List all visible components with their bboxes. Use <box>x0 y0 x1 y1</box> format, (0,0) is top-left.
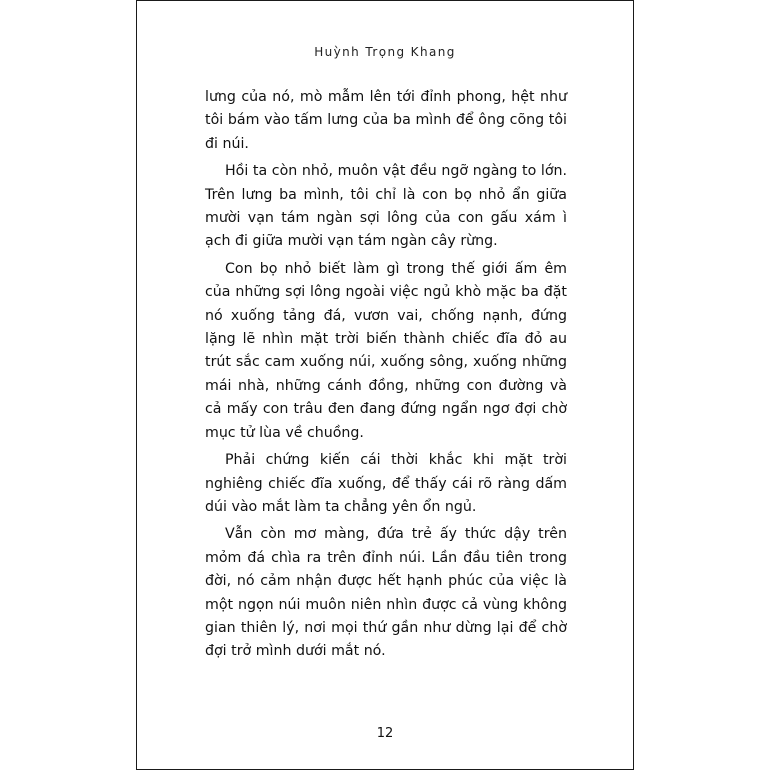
paragraph-2: Hồi ta còn nhỏ, muôn vật đều ngỡ ngàng to lớn. Trên lưng ba mình, tôi chỉ là con bọ nhỏ ẩn giữa mười vạn tám ngàn sợi lông của con gấu xám ì ạch đi giữa mười vạn tám ngàn cây rừng. <box>205 163 567 250</box>
paragraph-5: Vẫn còn mơ màng, đứa trẻ ấy thức dậy trên mỏm đá chìa ra trên đỉnh núi. Lần đầu tiên trong đời, nó cảm nhận được hết hạnh phúc của việc là một ngọn núi muôn niên nhìn được cả vùng không gian thiên lý, nơi mọi thứ gần như dừng lại để chờ đợi trở mình dưới mắt nó. <box>205 526 567 660</box>
book-page <box>136 0 634 770</box>
body-text <box>205 86 567 668</box>
page-number: 12 <box>376 726 394 741</box>
paragraph-4: Phải chứng kiến cái thời khắc khi mặt trời nghiêng chiếc đĩa xuống, để thấy cái rõ ràng dấm dúi vào mắt làm ta chẳng yên ổn ngủ. <box>205 452 567 515</box>
paragraph-3: Con bọ nhỏ biết làm gì trong thế giới ấm êm của những sợi lông ngoài việc ngủ khò mặc ba đặt nó xuống tảng đá, vươn vai, chống nạnh, đứng lặng lẽ nhìn mặt trời biến thành chiếc đĩa đỏ au trút sắc cam xuống núi, xuống sông, xuống những mái nhà, những cánh đồng, những con đường và cả mấy con trâu đen đang đứng ngẩn ngơ đợi chờ mục tử lùa về chuồng. <box>205 260 567 441</box>
paragraph-1: lưng của nó, mò mẫm lên tới đỉnh phong, hệt như tôi bám vào tấm lưng của ba mình để ông cõng tôi đi núi. <box>205 89 567 152</box>
running-head-author: Huỳnh Trọng Khang <box>314 45 456 59</box>
